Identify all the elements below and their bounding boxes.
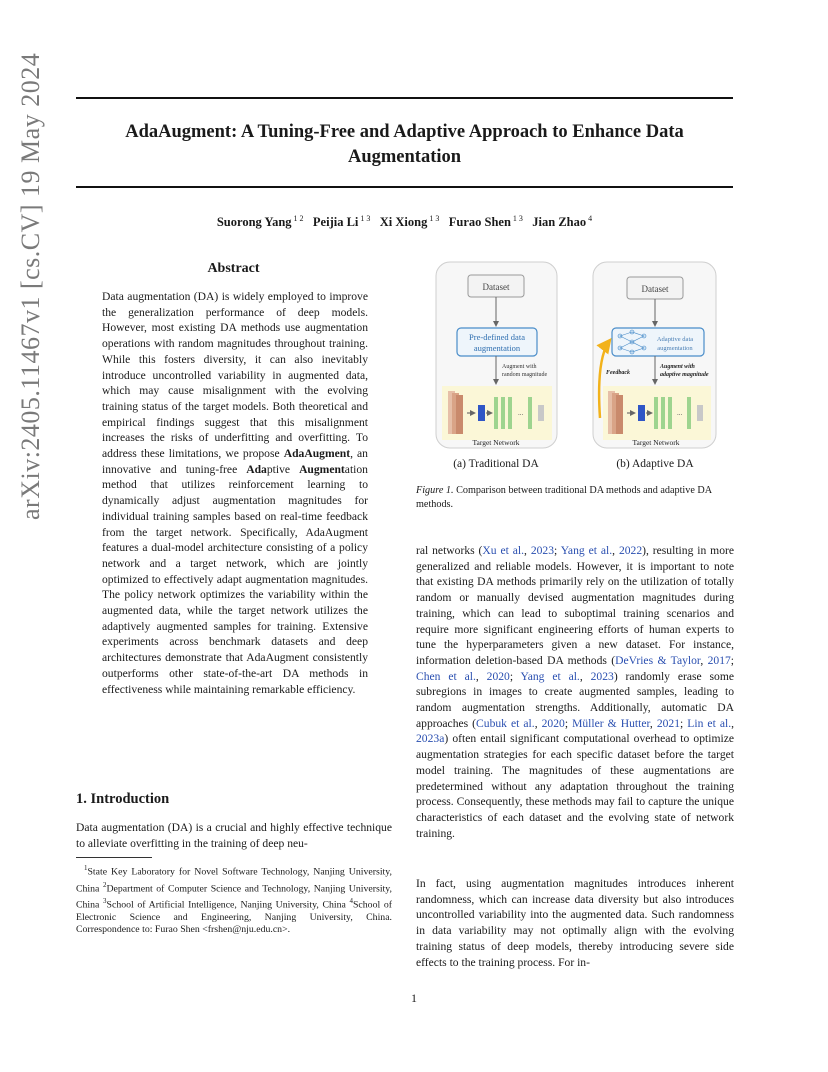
body-text: ,	[534, 716, 542, 730]
body-text: ;	[554, 544, 561, 557]
figure-1-caption: Figure 1. Comparison between traditional DA methods and adaptive DA methods.	[416, 485, 712, 510]
author-affiliation-marker: 1 3	[427, 214, 440, 223]
arxiv-identifier: arXiv:2405.11467v1 [cs.CV] 19 May 2024	[16, 52, 45, 520]
body-text: ,	[612, 544, 619, 557]
body-text: ,	[731, 716, 734, 730]
svg-text:random magnitude: random magnitude	[502, 372, 548, 378]
svg-text:Target Network: Target Network	[632, 438, 680, 447]
author-affiliation-marker: 1 3	[510, 214, 523, 223]
citation-link[interactable]: Lin et al.	[687, 716, 732, 730]
subfigure-label-a: (a) Traditional DA	[453, 458, 539, 470]
svg-text:adaptive magnitude: adaptive magnitude	[660, 372, 709, 378]
footnote-rule	[76, 857, 152, 858]
svg-text:Dataset: Dataset	[641, 284, 669, 294]
title-bottom-rule	[76, 186, 733, 188]
introduction-paragraph: Data augmentation (DA) is a crucial and highly effective technique to alleviate overfitting in the training of deep neu-	[76, 821, 392, 850]
author-name: Suorong Yang	[216, 215, 292, 230]
abstract-body: Data augmentation (DA) is widely employed to improve the generalization performance of deep models. However, most existing DA methods use augmentation operations with random magnitudes throughout training. While this fosters diversity, it can also inevitably introduce uncontrolled variability in augmented data, which may cause misalignment with the evolving training status of the target models. Both theoretical and empirical findings suggest that this misalignment increases the risks of underfitting and overfitting. To address these limitations, we propose AdaAugment, an innovative and tuning-free Adaptive Augmentation method that utilizes reinforcement learning to dynamically adjust augmentation magnitudes for individual training samples based on real-time feedback from the target network. Specifically, AdaAugment features a dual-model architecture consisting of a policy network and a target network, which are jointly optimized to effectively adapt augmentation magnitudes. The policy network optimizes the variability within the augmented data, while the target network utilizes the adaptively augmented samples for training. Extensive experiments across benchmark datasets and deep architectures demonstrate that AdaAugment consistently outperforms other state-of-the-art DA methods in effectiveness while maintaining remarkable efficiency.	[102, 290, 368, 696]
body-text: ;	[730, 653, 735, 667]
body-text: ), resulting in more generalized and reliable models. However, it is important to note that existing DA methods primarily rely on the utilization of totally random or manually devised augmentation magnitudes during training, which can lead to suboptimal training scenarios and require more significant engineering efforts of human experts to tune the hyperparameters given a new dataset. For instance, information deletion-based DA methods (	[416, 544, 735, 667]
body-text: ) often entail significant computational overhead to optimize augmentation strategies for each specific dataset before the target model training. The magnitudes of these augmentations are predetermined without any adaptation throughout the training process. Consequently, these methods may fail to capture the unique characteristics of each dataset and the evolving state of network training.	[416, 732, 734, 840]
author-name: Peijia Li	[312, 215, 359, 230]
author-name: Xi Xiong	[379, 215, 428, 230]
adaptive-da-panel	[593, 262, 716, 448]
author-list	[76, 214, 733, 230]
citation-link[interactable]: 2020	[486, 669, 510, 683]
svg-text:Pre-defined data: Pre-defined data	[469, 332, 525, 342]
citation-link[interactable]: 2017	[707, 653, 731, 667]
author-name: Furao Shen	[448, 215, 511, 230]
body-text: ;	[509, 669, 521, 683]
citation-link[interactable]: Müller & Hutter	[572, 716, 650, 730]
svg-text:...: ...	[677, 409, 683, 417]
body-text: ral networks (	[416, 544, 483, 557]
citation-link[interactable]: Cubuk et al.	[476, 716, 535, 730]
citation-link[interactable]: Xu et al.	[482, 544, 525, 557]
page-number: 1	[411, 991, 417, 1005]
citation-link[interactable]: Chen et al.	[416, 669, 476, 683]
svg-text:Dataset: Dataset	[482, 282, 510, 292]
body-text: ,	[579, 669, 591, 683]
title-top-rule	[76, 97, 733, 99]
body-text: ;	[564, 716, 573, 730]
citation-link[interactable]: 2023a	[416, 732, 445, 746]
citation-link[interactable]: Yang et al.	[520, 669, 580, 683]
author-affiliation-marker: 1 2	[291, 214, 304, 223]
author-affiliation-marker: 1 3	[358, 214, 371, 223]
citation-link[interactable]: 2023	[530, 544, 555, 557]
svg-text:Feedback: Feedback	[606, 370, 630, 376]
traditional-da-panel	[436, 262, 557, 448]
author-name: Jian Zhao	[532, 215, 587, 230]
section-heading-introduction: 1. Introduction	[76, 791, 170, 807]
svg-text:Adaptive data: Adaptive data	[656, 336, 694, 343]
svg-text:Augment with: Augment with	[660, 364, 695, 370]
paper-title: AdaAugment: A Tuning-Free and Adaptive Approach to Enhance Data Augmentation	[125, 122, 684, 167]
svg-text:...: ...	[518, 409, 524, 417]
citation-link[interactable]: 2020	[541, 716, 565, 730]
svg-text:Augment with: Augment with	[502, 364, 537, 370]
body-paragraph-1	[416, 543, 734, 841]
body-text: ;	[680, 716, 688, 730]
citation-link[interactable]: 2023	[590, 669, 614, 683]
citation-link[interactable]: 2021	[656, 716, 681, 730]
body-text: ,	[524, 544, 531, 557]
citation-link[interactable]: DeVries & Taylor	[615, 653, 701, 667]
citation-link[interactable]: Yang et al.	[560, 544, 613, 557]
abstract-heading: Abstract	[207, 261, 260, 276]
svg-text:augmentation: augmentation	[473, 343, 521, 353]
body-text: ,	[700, 653, 708, 667]
citation-link[interactable]: 2022	[618, 544, 643, 557]
affiliations-footnote: $^1$State Key Laboratory for Novel Software Technology, Nanjing University, China $^2$Department of Computer Science and Technology, Nanjing University, China $^3$School of Artificial Intelligence, Nanjing University, China $^4$School of Electronic Science and Engineering, Nanjing University, China. Correspondence to: Furao Shen <frshen@nju.edu.cn>.	[76, 864, 392, 936]
body-text: ,	[475, 669, 487, 683]
author-affiliation-marker: 4	[586, 214, 593, 223]
svg-text:augmentation: augmentation	[657, 345, 693, 352]
body-text: ,	[649, 716, 657, 730]
body-paragraph-2: In fact, using augmentation magnitudes introduces inherent randomness, which can increase data diversity but also introduces uncontrolled variability into the augmented data. Such randomness in data variability may not optimally align with the evolving training status of deep models, thereby introducing severe side effects to the training process. For in-	[416, 877, 734, 969]
svg-text:Target Network: Target Network	[472, 438, 520, 447]
subfigure-label-b: (b) Adaptive DA	[616, 458, 694, 470]
body-text: ) randomly erase some subregions in images to create augmented samples, leading to random augmentation strengths. Additionally, automatic DA approaches (	[416, 669, 735, 730]
figure-1-diagram	[420, 258, 732, 480]
